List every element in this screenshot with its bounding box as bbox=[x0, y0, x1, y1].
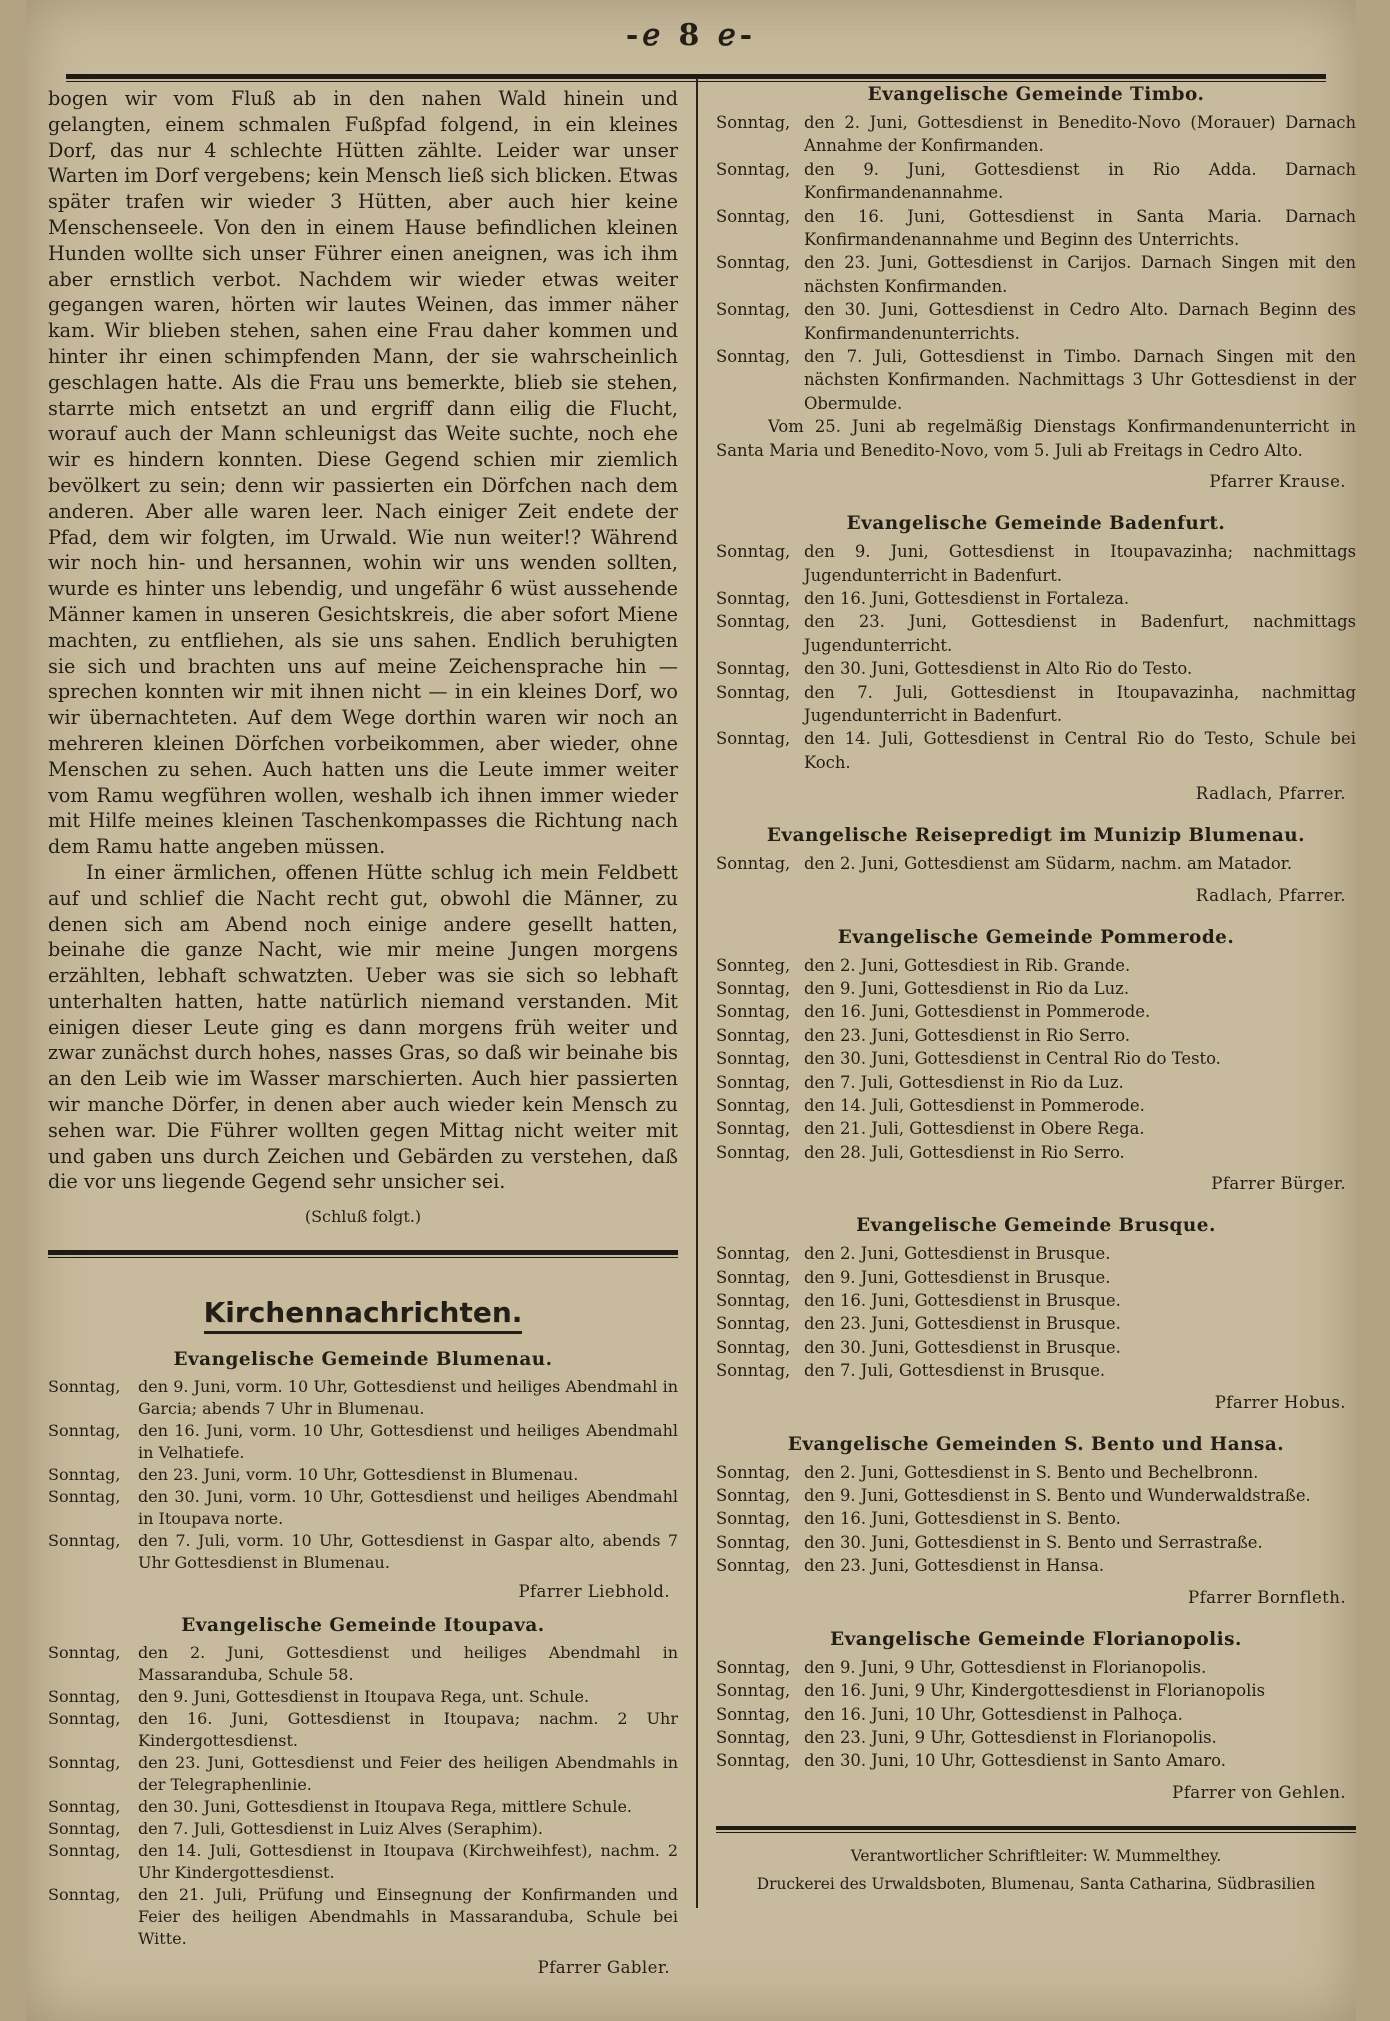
congregation-block bbox=[48, 1349, 678, 1601]
service-entry bbox=[48, 1642, 678, 1686]
service-day: Sonntag, bbox=[48, 1797, 121, 1817]
service-day: Sonntag, bbox=[716, 1119, 791, 1139]
service-text: den 7. Juli, Gottesdienst in Brusque. bbox=[804, 1361, 1106, 1381]
service-entry bbox=[716, 681, 1356, 728]
service-text: den 16. Juni, vorm. 10 Uhr, Gottesdienst und heiliges Abendmahl in Velhatiefe. bbox=[138, 1421, 678, 1463]
service-text: den 21. Juli, Prüfung und Einsegnung der Konfirmanden und Feier des heiligen Abendmahls in Massaranduba, Schule bei Witte. bbox=[138, 1885, 678, 1949]
service-entry bbox=[716, 1531, 1356, 1554]
service-entry bbox=[716, 954, 1356, 977]
service-entry bbox=[716, 1749, 1356, 1772]
service-text: den 23. Juni, Gottesdienst in Hansa. bbox=[804, 1556, 1105, 1576]
editor-line: Verantwortlicher Schriftleiter: W. Mummelthey. bbox=[850, 1846, 1222, 1865]
service-text: den 7. Juli, Gottesdienst in Luiz Alves (Seraphim). bbox=[138, 1819, 543, 1839]
service-text: den 14. Juli, Gottesdienst in Central Rio do Testo, Schule bei Koch. bbox=[804, 729, 1356, 772]
service-day: Sonntag, bbox=[716, 612, 791, 632]
service-text: den 9. Juni, Gottesdienst in S. Bento und Wunderwaldstraße. bbox=[804, 1486, 1311, 1506]
service-text: den 2. Juni, Gottesdiest in Rib. Grande. bbox=[804, 955, 1131, 975]
story-continuation bbox=[48, 86, 678, 1226]
column-divider bbox=[696, 78, 698, 1908]
service-text: den 7. Juli, Gottesdienst in Itoupavazinha, nachmittag Jugendunterricht in Badenfurt. bbox=[804, 682, 1356, 725]
service-text: den 16. Juni, Gottesdienst in Itoupava; nachm. 2 Uhr Kindergottesdienst. bbox=[138, 1709, 678, 1751]
service-entry bbox=[48, 1376, 678, 1420]
left-column bbox=[48, 86, 678, 1981]
service-day: Sonntag, bbox=[716, 1142, 791, 1162]
story-paragraph: In einer ärmlichen, offenen Hütte schlug ich mein Feldbett auf und schlief die Nacht recht gut, obwohl die Männer, zu denen sich am Abend noch einige andere gesellt hatten, beinahe die ganze Nacht, wie mir meine Jungen morgens erzählten, lebhaft schwatzten. Ueber was sie sich so lebhaft unterhalten hatten, hatte natürlich niemand verstanden. Mit einigen dieser Leute ging es dann morgens früh weiter und zwar zunächst durch hohes, nasses Gras, so daß wir beinahe bis an den Leib wie im Wasser marschierten. Auch hier passierten wir manche Dörfer, in denen aber auch wieder kein Mensch zu sehen war. Die Führer wollten gegen Mittag nicht weiter mit und gaben uns durch Zeichen und Gebärden zu verstehen, daß die vor uns liegende Gegend sehr unsicher sei. bbox=[48, 860, 678, 1194]
section-rule bbox=[48, 1250, 678, 1258]
newspaper-page bbox=[26, 0, 1356, 2021]
service-day: Sonntag, bbox=[716, 682, 791, 702]
congregation-block bbox=[48, 1615, 678, 1977]
service-entry bbox=[716, 1141, 1356, 1164]
congregation-block bbox=[716, 927, 1356, 1194]
service-entry bbox=[716, 1024, 1356, 1047]
service-entry bbox=[716, 1656, 1356, 1679]
service-day: Sonntag, bbox=[716, 1025, 791, 1045]
service-day: Sonntag, bbox=[48, 1709, 121, 1729]
footer-rule bbox=[716, 1826, 1356, 1833]
service-text: den 2. Juni, Gottesdienst und heiliges Abendmahl in Massaranduba, Schule 58. bbox=[138, 1643, 678, 1685]
service-day: Sonntag, bbox=[716, 1532, 791, 1552]
service-entry bbox=[716, 1094, 1356, 1117]
service-day: Sonntag, bbox=[716, 159, 791, 179]
service-text: den 7. Juli, vorm. 10 Uhr, Gottesdienst in Gaspar alto, abends 7 Uhr Gottesdienst in Blumenau. bbox=[138, 1531, 678, 1573]
congregation-title: Evangelische Gemeinde Brusque. bbox=[856, 1215, 1216, 1237]
service-day: Sonntag, bbox=[716, 113, 791, 132]
service-text: den 9. Juni, vorm. 10 Uhr, Gottesdienst und heiliges Abendmahl in Garcia; abends 7 Uhr in Blumenau. bbox=[138, 1377, 678, 1419]
congregation-title: Evangelische Reisepredigt im Munizip Blumenau. bbox=[766, 825, 1306, 847]
congregation-title: Evangelische Gemeinden S. Bento und Hansa. bbox=[787, 1433, 1285, 1455]
service-entry bbox=[48, 1686, 678, 1708]
service-text: den 30. Juni, vorm. 10 Uhr, Gottesdienst und heiliges Abendmahl in Itoupava norte. bbox=[138, 1487, 678, 1529]
service-entry bbox=[716, 1071, 1356, 1094]
congregation-note: Vom 25. Juni ab regelmäßig Dienstags Konfirmandenunterricht in Santa Maria und Benedito-Novo, vom 5. Juli ab Freitags in Cedro Alto. bbox=[716, 417, 1356, 460]
service-entry bbox=[716, 1266, 1356, 1289]
service-text: den 30. Juni, Gottesdienst in Itoupava Rega, mittlere Schule. bbox=[138, 1797, 633, 1817]
pastor-signature: Pfarrer Bornfleth. bbox=[1188, 1587, 1346, 1607]
service-text: den 23. Juni, Gottesdienst in Badenfurt, nachmittags Jugendunterricht. bbox=[804, 612, 1356, 655]
service-day: Sonntag, bbox=[716, 1751, 791, 1771]
service-day: Sonntag, bbox=[716, 1291, 791, 1311]
service-text: den 2. Juni, Gottesdienst in S. Bento und Bechelbronn. bbox=[804, 1462, 1259, 1482]
service-entry bbox=[716, 158, 1356, 205]
service-text: den 23. Juni, vorm. 10 Uhr, Gottesdienst in Blumenau. bbox=[138, 1465, 579, 1485]
service-day: Sonntag, bbox=[48, 1643, 121, 1663]
service-entry bbox=[716, 1507, 1356, 1530]
service-day: Sonntag, bbox=[716, 1337, 791, 1357]
service-text: den 16. Juni, 10 Uhr, Gottesdienst in Palhoça. bbox=[804, 1704, 1183, 1724]
continued-note: (Schluß folgt.) bbox=[304, 1207, 422, 1227]
service-day: Sonntag, bbox=[716, 1002, 791, 1022]
service-day: Sonntag, bbox=[48, 1531, 121, 1551]
printer-line: Druckerei des Urwaldsboten, Blumenau, Santa Catharina, Südbrasilien bbox=[756, 1874, 1316, 1893]
service-text: den 2. Juni, Gottesdienst in Brusque. bbox=[804, 1244, 1111, 1264]
congregation-title: Evangelische Gemeinde Itoupava. bbox=[181, 1615, 545, 1637]
left-congregation-list bbox=[48, 1349, 678, 1977]
page-number: -ℯ 8 ℯ- bbox=[625, 18, 757, 53]
service-entry bbox=[48, 1818, 678, 1840]
service-day: Sonntag, bbox=[48, 1465, 121, 1485]
congregation-title: Evangelische Gemeinde Florianopolis. bbox=[830, 1628, 1242, 1650]
service-entry bbox=[716, 1289, 1356, 1312]
service-entry bbox=[48, 1708, 678, 1752]
service-day: Sonntag, bbox=[48, 1841, 121, 1861]
pastor-signature: Pfarrer Gabler. bbox=[537, 1958, 670, 1978]
service-text: den 23. Juni, Gottesdienst und Feier des heiligen Abendmahls in der Telegraphenlinie. bbox=[138, 1753, 678, 1795]
service-entry bbox=[716, 657, 1356, 680]
service-text: den 9. Juni, Gottesdienst in Brusque. bbox=[804, 1267, 1111, 1287]
service-entry bbox=[716, 727, 1356, 774]
pastor-signature: Pfarrer Hobus. bbox=[1214, 1392, 1346, 1412]
service-day: Sonntag, bbox=[48, 1753, 121, 1773]
service-entry bbox=[716, 345, 1356, 415]
service-text: den 16. Juni, Gottesdienst in Fortaleza. bbox=[804, 588, 1130, 608]
service-entry bbox=[48, 1752, 678, 1796]
service-entry bbox=[716, 1484, 1356, 1507]
service-text: den 2. Juni, Gottesdienst am Südarm, nachm. am Matador. bbox=[804, 854, 1293, 874]
service-text: den 16. Juni, Gottesdienst in Pommerode. bbox=[804, 1002, 1151, 1022]
pastor-signature: Radlach, Pfarrer. bbox=[1195, 784, 1346, 804]
service-entry bbox=[48, 1840, 678, 1884]
service-text: den 16. Juni, Gottesdienst in Brusque. bbox=[804, 1291, 1121, 1311]
service-day: Sonntag, bbox=[48, 1885, 121, 1905]
service-day: Sonntag, bbox=[48, 1421, 121, 1441]
service-day: Sonntag, bbox=[716, 1244, 791, 1264]
service-text: den 16. Juni, 9 Uhr, Kindergottesdienst in Florianopolis bbox=[804, 1681, 1265, 1701]
pastor-signature: Pfarrer Liebhold. bbox=[518, 1582, 670, 1602]
service-text: den 30. Juni, Gottesdienst in S. Bento und Serrastraße. bbox=[804, 1532, 1263, 1552]
service-text: den 30. Juni, Gottesdienst in Central Rio do Testo. bbox=[804, 1049, 1221, 1069]
congregation-block bbox=[716, 513, 1356, 803]
service-text: den 14. Juli, Gottesdienst in Itoupava (Kirchweihfest), nachm. 2 Uhr Kindergottesdienst. bbox=[138, 1841, 678, 1883]
service-text: den 23. Juni, Gottesdienst in Brusque. bbox=[804, 1314, 1121, 1334]
service-day: Sonntag, bbox=[716, 1361, 791, 1381]
service-day: Sonntag, bbox=[48, 1687, 121, 1707]
service-text: den 30. Juni, Gottesdienst in Cedro Alto. Darnach Beginn des Konfirmandenunterrichts. bbox=[804, 300, 1356, 343]
service-day: Sonntag, bbox=[716, 588, 791, 608]
service-day: Sonntag, bbox=[716, 1314, 791, 1334]
service-text: den 14. Juli, Gottesdienst in Pommerode. bbox=[804, 1096, 1145, 1115]
congregation-block bbox=[716, 825, 1356, 904]
service-day: Sonntag, bbox=[716, 300, 791, 320]
service-entry bbox=[716, 205, 1356, 252]
section-title-text: Kirchennachrichten. bbox=[204, 1296, 523, 1334]
service-text: den 30. Juni, Gottesdienst in Brusque. bbox=[804, 1337, 1121, 1357]
service-day: Sonntag, bbox=[48, 1377, 121, 1397]
service-entry bbox=[716, 298, 1356, 345]
congregation-block bbox=[716, 1215, 1356, 1411]
service-day: Sonntag, bbox=[716, 1267, 791, 1287]
service-text: den 7. Juli, Gottesdienst in Rio da Luz. bbox=[804, 1072, 1124, 1092]
service-entry bbox=[716, 1000, 1356, 1023]
service-day: Sonntag, bbox=[716, 1049, 791, 1069]
service-entry bbox=[716, 1117, 1356, 1140]
service-day: Sonntag, bbox=[716, 1462, 791, 1482]
pastor-signature: Pfarrer Krause. bbox=[1209, 472, 1346, 492]
service-entry bbox=[716, 1726, 1356, 1749]
service-entry bbox=[716, 111, 1356, 158]
service-entry bbox=[716, 977, 1356, 1000]
service-text: den 9. Juni, Gottesdienst in Itoupava Rega, unt. Schule. bbox=[138, 1687, 590, 1707]
service-entry bbox=[48, 1420, 678, 1464]
service-text: den 23. Juni, Gottesdienst in Rio Serro. bbox=[804, 1025, 1131, 1045]
service-entry bbox=[716, 540, 1356, 587]
service-text: den 9. Juni, Gottesdienst in Rio Adda. Darnach Konfirmandenannahme. bbox=[804, 159, 1356, 203]
service-text: den 16. Juni, Gottesdienst in Santa Maria. Darnach Konfirmandenannahme und Beginn des Unterrichts. bbox=[804, 206, 1356, 250]
service-day: Sonntag, bbox=[716, 1657, 791, 1677]
service-entry bbox=[716, 251, 1356, 298]
service-day: Sonntag, bbox=[716, 1509, 791, 1529]
right-column bbox=[716, 62, 1356, 1893]
congregation-title: Evangelische Gemeinde Timbo. bbox=[867, 84, 1205, 105]
congregation-title: Evangelische Gemeinde Pommerode. bbox=[837, 926, 1235, 948]
pastor-signature: Pfarrer von Gehlen. bbox=[1172, 1782, 1346, 1802]
service-day: Sonntag, bbox=[716, 1727, 791, 1747]
service-day: Sonntag, bbox=[48, 1819, 121, 1839]
service-day: Sonntag, bbox=[48, 1487, 121, 1507]
service-day: Sonntag, bbox=[716, 253, 791, 273]
service-text: den 30. Juni, Gottesdienst in Alto Rio do Testo. bbox=[804, 659, 1193, 679]
service-entry bbox=[716, 1679, 1356, 1702]
service-day: Sonntag, bbox=[716, 659, 791, 679]
service-entry bbox=[716, 1047, 1356, 1070]
service-text: den 2. Juni, Gottesdienst in Benedito-Novo (Morauer) Darnach Annahme der Konfirmanden. bbox=[804, 113, 1356, 156]
service-day: Sonntag, bbox=[716, 1556, 791, 1576]
pastor-signature: Pfarrer Bürger. bbox=[1211, 1174, 1346, 1194]
service-text: den 9. Juni, 9 Uhr, Gottesdienst in Florianopolis. bbox=[804, 1657, 1207, 1677]
service-entry bbox=[48, 1884, 678, 1950]
service-text: den 21. Juli, Gottesdienst in Obere Rega. bbox=[804, 1119, 1145, 1139]
service-day: Sonntag, bbox=[716, 542, 791, 562]
right-congregation-list bbox=[716, 84, 1356, 1802]
service-entry bbox=[48, 1796, 678, 1818]
service-entry bbox=[716, 852, 1356, 875]
congregation-title: Evangelische Gemeinde Blumenau. bbox=[173, 1349, 553, 1371]
service-text: den 9. Juni, Gottesdienst in Itoupavazinha; nachmittags Jugendunterricht in Badenfurt. bbox=[804, 542, 1356, 585]
service-day: Sonntag, bbox=[716, 1486, 791, 1506]
service-entry bbox=[716, 1336, 1356, 1359]
service-day: Sonntag, bbox=[716, 729, 791, 749]
service-entry bbox=[716, 1461, 1356, 1484]
service-text: den 16. Juni, Gottesdienst in S. Bento. bbox=[804, 1509, 1121, 1529]
service-text: den 23. Juni, Gottesdienst in Carijos. Darnach Singen mit den nächsten Konfirmanden. bbox=[804, 253, 1356, 296]
service-entry bbox=[48, 1530, 678, 1574]
service-day: Sonntag, bbox=[716, 1072, 791, 1092]
congregation-title: Evangelische Gemeinde Badenfurt. bbox=[846, 513, 1226, 535]
service-entry bbox=[716, 1554, 1356, 1577]
section-title bbox=[48, 1296, 678, 1329]
service-day: Sonntag, bbox=[716, 1096, 791, 1115]
service-day: Sonntag, bbox=[716, 854, 791, 874]
service-text: den 28. Juli, Gottesdienst in Rio Serro. bbox=[804, 1142, 1125, 1162]
service-entry bbox=[716, 1312, 1356, 1335]
story-paragraph: bogen wir vom Fluß ab in den nahen Wald hinein und gelangten, einem schmalen Fußpfad folgend, in ein kleines Dorf, das nur 4 schlechte Hütten zählte. Leider war unser Warten im Dorf vergebens; kein Mensch ließ sich blicken. Etwas später trafen wir wieder 3 Hütten, aber auch hier keine Menschenseele. Von den in einem Hause befindlichen kleinen Hunden wollte sich unser Führer einen aneignen, was ich ihm aber ernstlich verbot. Nachdem wir wieder etwas weiter gegangen waren, hörten wir lautes Weinen, das immer näher kam. Wir blieben stehen, sahen eine Frau daher kommen und hinter ihr einen schimpfenden Mann, der sie wahrscheinlich geschlagen hatte. Als die Frau uns bemerkte, blieb sie stehen, starrte mich entsetzt an und ergriff dann eilig die Flucht, worauf auch der Mann schleunigst das Weite suchte, noch ehe wir es hindern konnten. Diese Gegend schien mir ziemlich bevölkert zu sein; denn wir passierten ein Dörfchen nach dem anderen. Aber alle waren leer. Nach einiger Zeit endete der Pfad, dem wir folgten, im Urwald. Wie nun weiter!? Während wir noch hin- und hersannen, wohin wir uns wenden sollten, wurde es hinter uns lebendig, und ungefähr 6 wüst aussehende Männer kamen in unseren Gesichtskreis, die aber sofort Miene machten, zu entfliehen, als sie uns sahen. Endlich beruhigten sie sich und brachten uns auf meine Zeichensprache hin — sprechen konnten wir mit ihnen nicht — in ein kleines Dorf, wo wir übernachteten. Auf dem Wege dorthin waren wir noch an mehreren kleinen Dörfchen vorbeikommen, aber wieder, ohne Menschen zu sehen. Auch hatten uns die Leute immer weiter vom Ramu wegführen wollen, weshalb ich ihnen immer wieder mit Hilfe meines kleinen Taschenkompasses die Richtung nach dem Ramu hatte angeben müssen. bbox=[48, 87, 678, 859]
service-entry bbox=[48, 1464, 678, 1486]
service-entry bbox=[716, 1242, 1356, 1265]
service-entry bbox=[716, 587, 1356, 610]
service-entry bbox=[716, 1703, 1356, 1726]
service-day: Sonntag, bbox=[716, 978, 791, 998]
service-text: den 7. Juli, Gottesdienst in Timbo. Darnach Singen mit den nächsten Konfirmanden. Nachmittags 3 Uhr Gottesdienst in der Obermulde. bbox=[804, 347, 1356, 413]
pastor-signature: Radlach, Pfarrer. bbox=[1195, 885, 1346, 905]
service-day: Sonntag, bbox=[716, 206, 791, 226]
congregation-block bbox=[716, 84, 1356, 491]
service-text: den 9. Juni, Gottesdienst in Rio da Luz. bbox=[804, 978, 1130, 998]
service-day: Sonntag, bbox=[716, 1704, 791, 1724]
service-day: Sonnteg, bbox=[716, 955, 791, 975]
congregation-block bbox=[716, 1629, 1356, 1802]
service-entry bbox=[716, 1359, 1356, 1382]
service-day: Sonntag, bbox=[716, 347, 791, 367]
service-text: den 30. Juni, 10 Uhr, Gottesdienst in Santo Amaro. bbox=[804, 1751, 1226, 1771]
service-day: Sonntag, bbox=[716, 1681, 791, 1701]
service-text: den 23. Juni, 9 Uhr, Gottesdienst in Florianopolis. bbox=[804, 1727, 1217, 1747]
service-entry bbox=[716, 610, 1356, 657]
service-entry bbox=[48, 1486, 678, 1530]
congregation-block bbox=[716, 1434, 1356, 1607]
